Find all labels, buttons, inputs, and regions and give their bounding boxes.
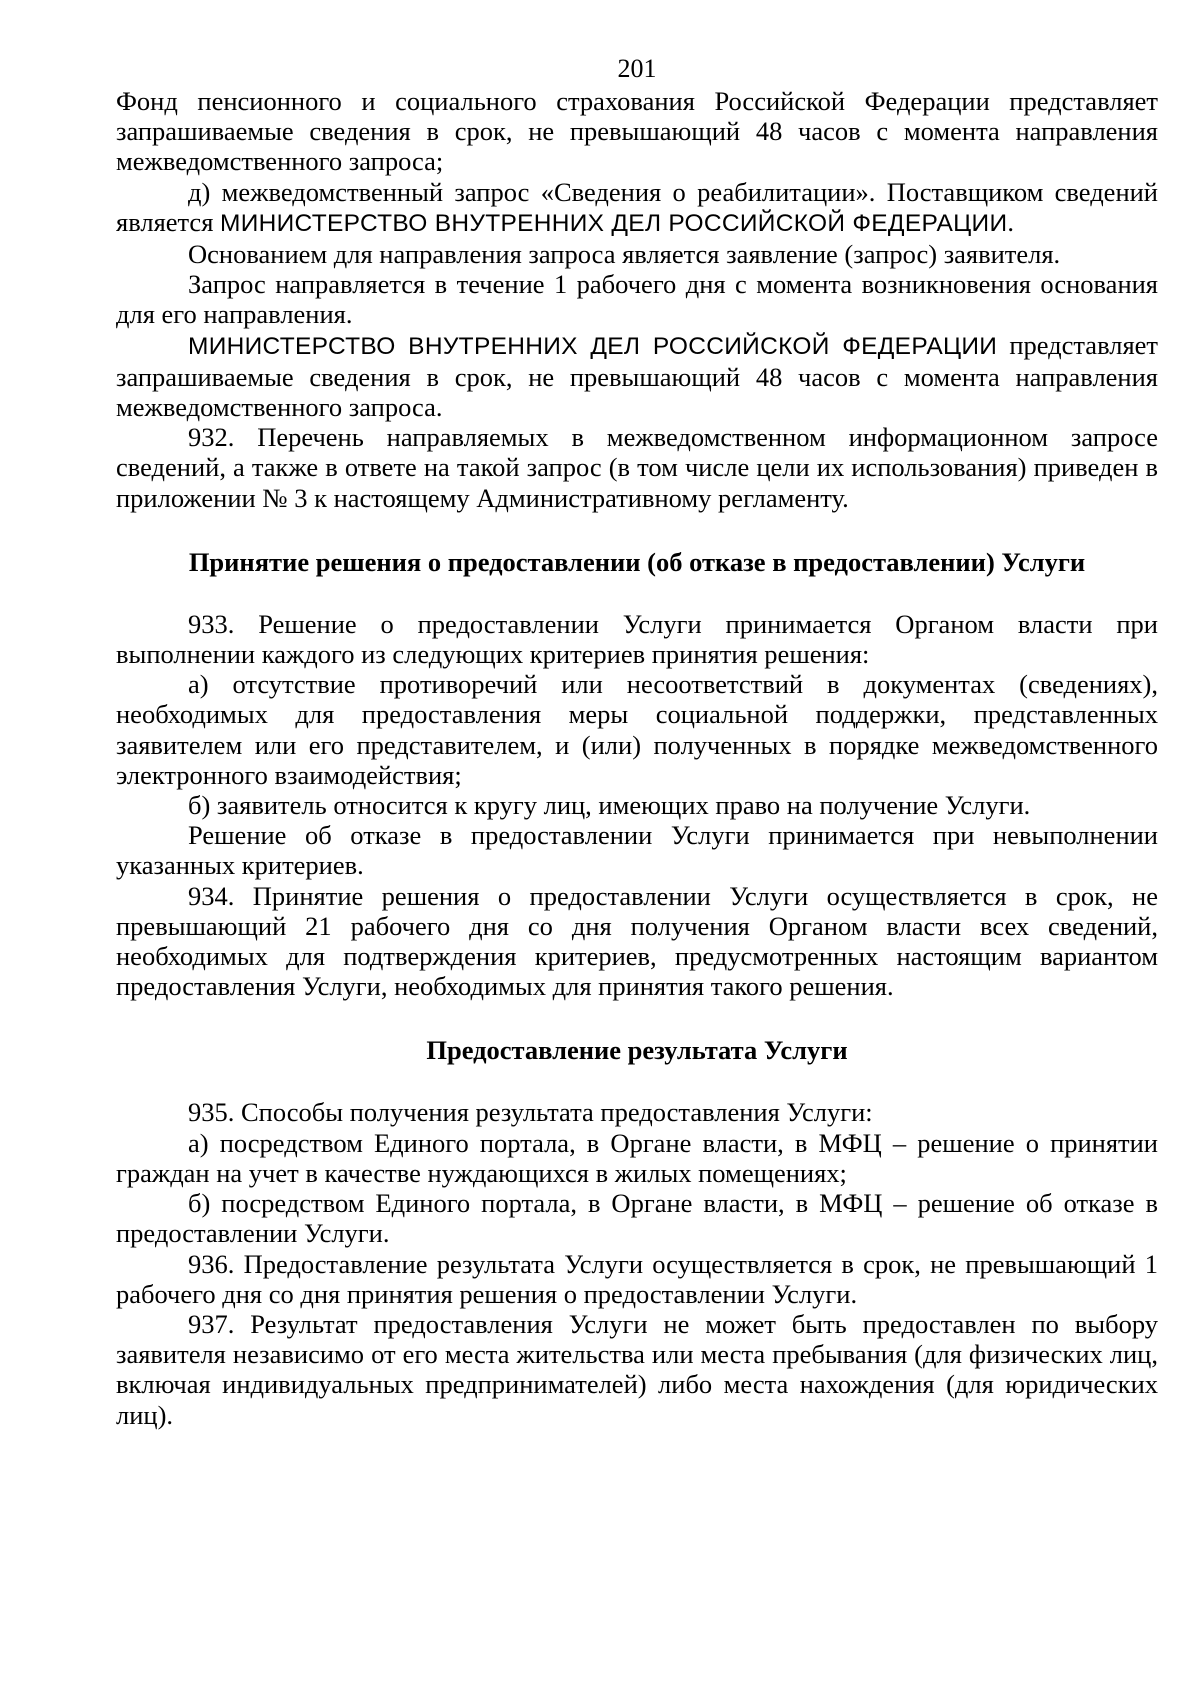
paragraph-935: 935. Способы получения результата предоставления Услуги:	[188, 1097, 873, 1128]
document-page	[116, 52, 1158, 1430]
paragraph-937: 937. Результат предоставления Услуги не может быть предоставлен по выбору заявителя независимо от его места жительства или места пребывания (для физических лиц, включая индивидуальных предпринимателей) либо места нахождения (для юридических лиц).	[116, 1308, 1158, 1430]
paragraph-criterion-a: а) отсутствие противоречий или несоответствий в документах (сведениях), необходимых для предоставления меры социальной поддержки, представленных заявителем или его представителем, и (или) полученных в порядке межведомственного электронного взаимодействия;	[116, 669, 1158, 790]
paragraph-ministry-suffix: представляет запрашиваемые сведения в срок, не превышающий 48 часов с момента направления межведомственного запроса.	[116, 329, 1158, 423]
section-top	[116, 86, 1158, 513]
paragraph-932: 932. Перечень направляемых в межведомственном информационном запросе сведений, а также в ответе на такой запрос (в том числе цели их использования) приведен в приложении № 3 к настоящему Административному регламенту.	[116, 422, 1158, 513]
paragraph-method-a: а) посредством Единого портала, в Органе власти, в МФЦ – решение о принятии граждан на учет в качестве нуждающихся в жилых помещениях;	[116, 1127, 1158, 1188]
paragraph-criterion-b: б) заявитель относится к кругу лиц, имеющих право на получение Услуги.	[188, 790, 1031, 821]
page-number: 201	[617, 54, 657, 83]
section-heading-result: Предоставление результата Услуги	[426, 1035, 848, 1066]
paragraph-request-basis: Основанием для направления запроса является заявление (запрос) заявителя.	[188, 239, 1061, 270]
paragraph-method-b: б) посредством Единого портала, в Органе власти, в МФЦ – решение об отказе в предоставлении Услуги.	[116, 1188, 1158, 1249]
paragraph-request-timing: Запрос направляется в течение 1 рабочего дня с момента возникновения основания для его направления.	[116, 269, 1158, 330]
paragraph-934: 934. Принятие решения о предоставлении Услуги осуществляется в срок, не превышающий 21 рабочего дня со дня получения Органом власти всех сведений, необходимых для подтверждения критериев, предусмотренных настоящим вариантом предоставления Услуги, необходимых для принятия такого решения.	[116, 880, 1158, 1002]
ministry-name: МИНИСТЕРСТВО ВНУТРЕННИХ ДЕЛ РОССИЙСКОЙ ФЕДЕРАЦИИ	[220, 209, 1008, 237]
section-result	[116, 1097, 1158, 1429]
paragraph-rehab-prefix: д) межведомственный запрос «Сведения о реабилитации». Поставщиком сведений является	[116, 176, 1158, 237]
paragraph-936: 936. Предоставление результата Услуги осуществляется в срок, не превышающий 1 рабочего дня со дня принятия решения о предоставлении Услуги.	[116, 1248, 1158, 1309]
paragraph-933: 933. Решение о предоставлении Услуги принимается Органом власти при выполнении каждого из следующих критериев принятия решения:	[116, 608, 1158, 670]
paragraph-fund-response: Фонд пенсионного и социального страхования Российской Федерации представляет запрашиваемые сведения в срок, не превышающий 48 часов с момента направления межведомственного запроса;	[116, 86, 1158, 177]
paragraph-rehab-request	[116, 177, 1158, 239]
section-decision	[116, 609, 1158, 1002]
paragraph-ministry-response	[116, 330, 1158, 423]
ministry-name: МИНИСТЕРСТВО ВНУТРЕННИХ ДЕЛ РОССИЙСКОЙ ФЕДЕРАЦИИ	[188, 332, 998, 360]
section-heading-decision: Принятие решения о предоставлении (об отказе в предоставлении) Услуги	[188, 546, 1086, 577]
paragraph-rehab-suffix: .	[1007, 206, 1014, 237]
paragraph-refusal: Решение об отказе в предоставлении Услуги принимается при невыполнении указанных критериев.	[116, 820, 1158, 881]
